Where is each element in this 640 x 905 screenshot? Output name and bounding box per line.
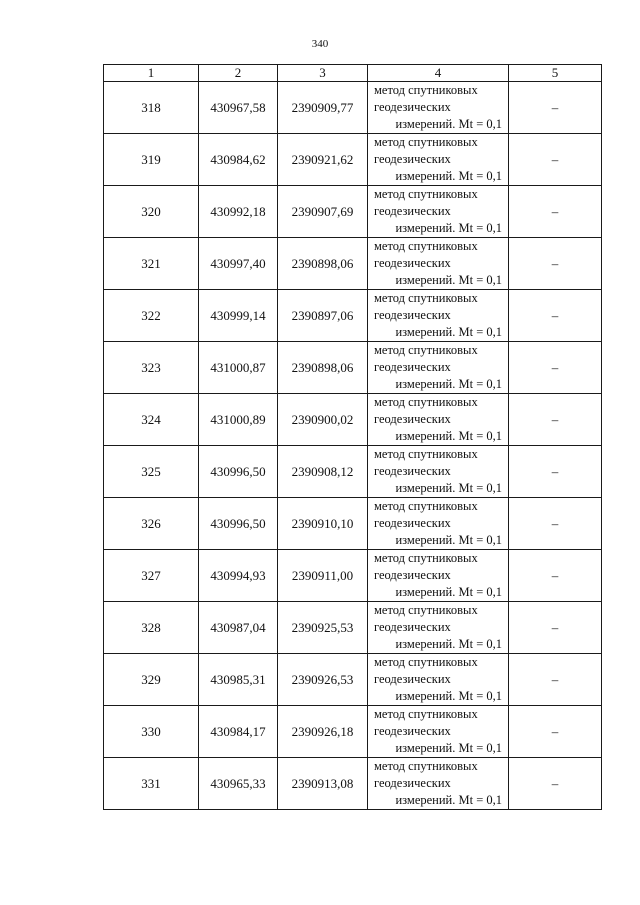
header-col-2: 2: [199, 65, 278, 82]
point-number: 319: [104, 134, 199, 186]
method-line-1: метод спутниковых: [374, 603, 478, 617]
point-number: 324: [104, 394, 199, 446]
coordinate-y: 2390911,00: [278, 550, 368, 602]
table-row: [104, 394, 602, 446]
coordinate-y: 2390908,12: [278, 446, 368, 498]
table-row: [104, 82, 602, 134]
method-cell: [368, 342, 509, 394]
method-cell: [368, 550, 509, 602]
coordinate-y: 2390926,18: [278, 706, 368, 758]
method-line-3: измерений. Mt = 0,1: [395, 741, 502, 755]
method-line-2: геодезических: [374, 308, 451, 322]
method-line-1: метод спутниковых: [374, 499, 478, 513]
table-row: [104, 134, 602, 186]
method-line-1: метод спутниковых: [374, 187, 478, 201]
table-row: [104, 550, 602, 602]
column-5-value: –: [509, 498, 602, 550]
coordinate-y: 2390910,10: [278, 498, 368, 550]
coordinate-x: 430996,50: [199, 446, 278, 498]
column-5-value: –: [509, 342, 602, 394]
coordinate-y: 2390898,06: [278, 238, 368, 290]
method-line-3: измерений. Mt = 0,1: [395, 117, 502, 131]
coordinate-y: 2390913,08: [278, 758, 368, 810]
method-line-3: измерений. Mt = 0,1: [395, 221, 502, 235]
method-line-2: геодезических: [374, 412, 451, 426]
method-line-1: метод спутниковых: [374, 239, 478, 253]
column-5-value: –: [509, 654, 602, 706]
method-line-2: геодезических: [374, 516, 451, 530]
method-line-3: измерений. Mt = 0,1: [395, 793, 502, 807]
method-cell: [368, 186, 509, 238]
column-5-value: –: [509, 186, 602, 238]
method-line-2: геодезических: [374, 152, 451, 166]
coordinate-x: 430997,40: [199, 238, 278, 290]
coordinate-x: 430965,33: [199, 758, 278, 810]
method-line-3: измерений. Mt = 0,1: [395, 169, 502, 183]
point-number: 321: [104, 238, 199, 290]
coordinate-x: 430996,50: [199, 498, 278, 550]
table-body: [104, 82, 602, 810]
point-number: 326: [104, 498, 199, 550]
column-5-value: –: [509, 602, 602, 654]
method-line-1: метод спутниковых: [374, 655, 478, 669]
method-line-1: метод спутниковых: [374, 707, 478, 721]
method-line-3: измерений. Mt = 0,1: [395, 585, 502, 599]
coordinate-x: 431000,87: [199, 342, 278, 394]
coordinate-x: 430985,31: [199, 654, 278, 706]
method-line-3: измерений. Mt = 0,1: [395, 533, 502, 547]
point-number: 320: [104, 186, 199, 238]
coordinates-table: [103, 64, 602, 810]
coordinate-y: 2390921,62: [278, 134, 368, 186]
table-row: [104, 238, 602, 290]
method-line-3: измерений. Mt = 0,1: [395, 273, 502, 287]
column-5-value: –: [509, 706, 602, 758]
coordinate-x: 430994,93: [199, 550, 278, 602]
coordinate-y: 2390925,53: [278, 602, 368, 654]
coordinate-x: 430992,18: [199, 186, 278, 238]
method-line-3: измерений. Mt = 0,1: [395, 481, 502, 495]
table-row: [104, 342, 602, 394]
point-number: 329: [104, 654, 199, 706]
point-number: 318: [104, 82, 199, 134]
method-cell: [368, 498, 509, 550]
coordinate-y: 2390926,53: [278, 654, 368, 706]
method-line-2: геодезических: [374, 464, 451, 478]
method-line-2: геодезических: [374, 100, 451, 114]
column-5-value: –: [509, 394, 602, 446]
method-line-3: измерений. Mt = 0,1: [395, 325, 502, 339]
method-line-1: метод спутниковых: [374, 291, 478, 305]
method-line-2: геодезических: [374, 204, 451, 218]
table-row: [104, 290, 602, 342]
coordinate-x: 430984,62: [199, 134, 278, 186]
method-line-2: геодезических: [374, 360, 451, 374]
point-number: 323: [104, 342, 199, 394]
header-row: [104, 65, 602, 82]
coordinate-x: 430967,58: [199, 82, 278, 134]
table-header: [104, 65, 602, 82]
column-5-value: –: [509, 550, 602, 602]
method-cell: [368, 82, 509, 134]
coordinate-y: 2390907,69: [278, 186, 368, 238]
table-row: [104, 186, 602, 238]
method-line-2: геодезических: [374, 620, 451, 634]
method-line-2: геодезических: [374, 776, 451, 790]
page-number: 340: [311, 38, 329, 50]
method-line-1: метод спутниковых: [374, 551, 478, 565]
header-col-5: 5: [509, 65, 602, 82]
column-5-value: –: [509, 82, 602, 134]
method-line-3: измерений. Mt = 0,1: [395, 429, 502, 443]
column-5-value: –: [509, 134, 602, 186]
point-number: 327: [104, 550, 199, 602]
method-cell: [368, 238, 509, 290]
point-number: 322: [104, 290, 199, 342]
table-row: [104, 654, 602, 706]
method-cell: [368, 134, 509, 186]
table-row: [104, 758, 602, 810]
coordinate-x: 431000,89: [199, 394, 278, 446]
method-cell: [368, 654, 509, 706]
coordinate-y: 2390900,02: [278, 394, 368, 446]
header-col-3: 3: [278, 65, 368, 82]
column-5-value: –: [509, 290, 602, 342]
column-5-value: –: [509, 446, 602, 498]
method-cell: [368, 290, 509, 342]
coordinate-y: 2390909,77: [278, 82, 368, 134]
coordinate-x: 430984,17: [199, 706, 278, 758]
method-line-2: геодезических: [374, 568, 451, 582]
column-5-value: –: [509, 238, 602, 290]
method-cell: [368, 706, 509, 758]
header-col-1: 1: [104, 65, 199, 82]
method-line-1: метод спутниковых: [374, 135, 478, 149]
method-line-2: геодезических: [374, 256, 451, 270]
point-number: 330: [104, 706, 199, 758]
point-number: 325: [104, 446, 199, 498]
method-cell: [368, 758, 509, 810]
header-col-4: 4: [368, 65, 509, 82]
coordinate-y: 2390897,06: [278, 290, 368, 342]
column-5-value: –: [509, 758, 602, 810]
method-line-3: измерений. Mt = 0,1: [395, 689, 502, 703]
coordinate-x: 430987,04: [199, 602, 278, 654]
method-line-3: измерений. Mt = 0,1: [395, 637, 502, 651]
method-line-1: метод спутниковых: [374, 343, 478, 357]
point-number: 331: [104, 758, 199, 810]
method-line-1: метод спутниковых: [374, 395, 478, 409]
method-line-1: метод спутниковых: [374, 447, 478, 461]
method-line-2: геодезических: [374, 672, 451, 686]
table-row: [104, 498, 602, 550]
method-line-1: метод спутниковых: [374, 83, 478, 97]
coordinate-y: 2390898,06: [278, 342, 368, 394]
method-cell: [368, 446, 509, 498]
method-line-3: измерений. Mt = 0,1: [395, 377, 502, 391]
coordinate-x: 430999,14: [199, 290, 278, 342]
method-line-2: геодезических: [374, 724, 451, 738]
method-cell: [368, 394, 509, 446]
table-row: [104, 446, 602, 498]
table-row: [104, 706, 602, 758]
method-cell: [368, 602, 509, 654]
point-number: 328: [104, 602, 199, 654]
method-line-1: метод спутниковых: [374, 759, 478, 773]
table-row: [104, 602, 602, 654]
